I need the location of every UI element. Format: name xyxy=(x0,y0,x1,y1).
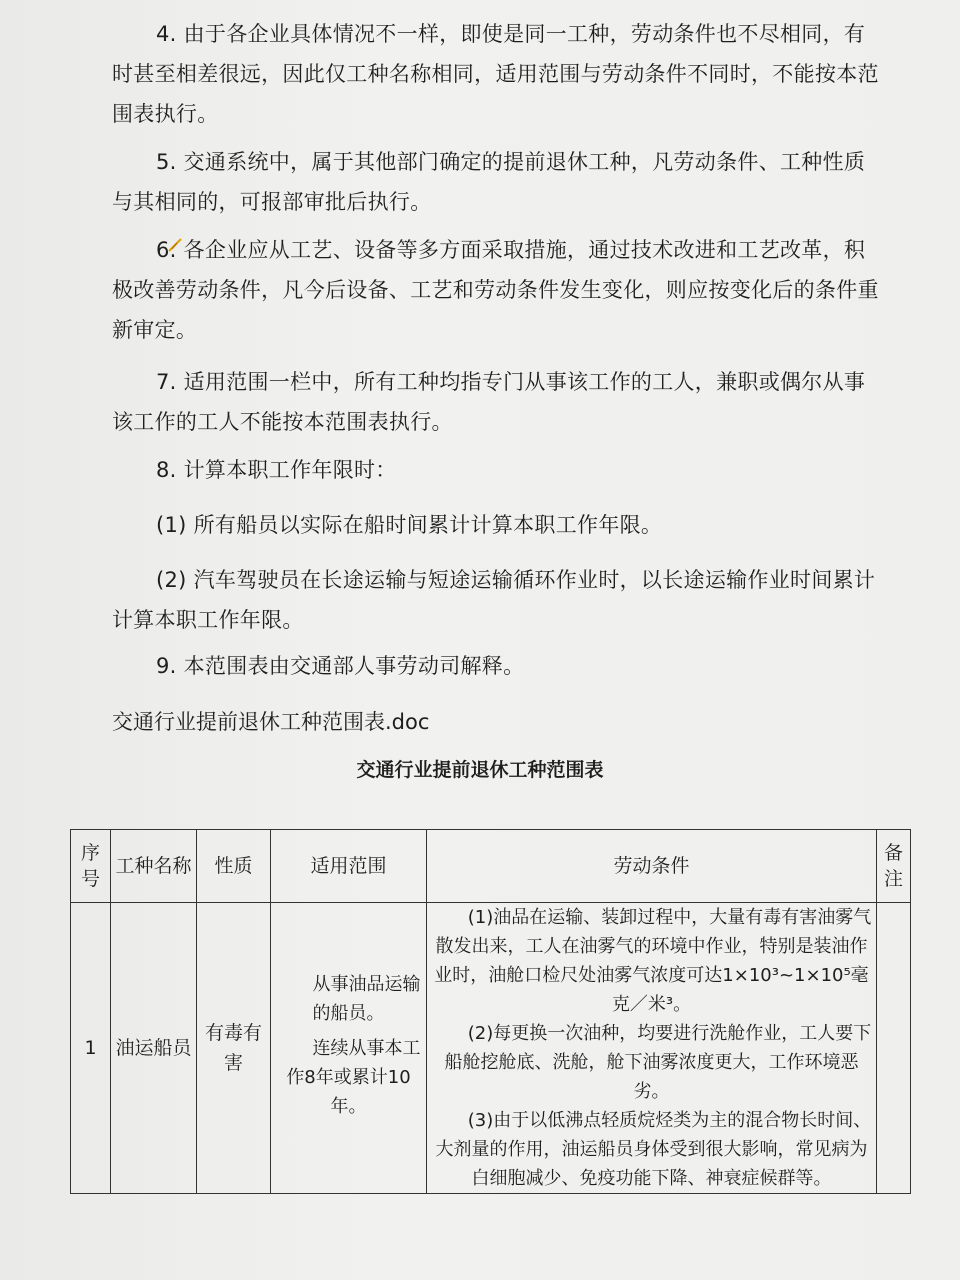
header-no: 序号 xyxy=(71,830,111,903)
condition-item: (2)每更换一次油种，均要进行洗舱作业，工人要下船舱挖舱底、洗舱，舱下油雾浓度更大，工作环境恶劣。 xyxy=(444,1023,872,1102)
cell-scope xyxy=(271,903,427,1194)
scope-line: 从事油品运输的船员。 xyxy=(312,973,421,1024)
header-conditions: 劳动条件 xyxy=(427,830,877,903)
header-note: 备注 xyxy=(877,830,911,903)
cell-nature: 有毒有害 xyxy=(197,903,271,1194)
condition-item: (3)由于以低沸点轻质烷烃类为主的混合物长时间、大剂量的作用，油运船员身体受到很大影响，常见病为白细胞减少、免疫功能下降、神衰症候群等。 xyxy=(435,1110,872,1189)
condition-item: (1)油品在运输、装卸过程中，大量有毒有害油雾气散发出来，工人在油雾气的环境中作业，特别是装油作业时，油舱口检尺处油雾气浓度可达1×10³~1×10⁵毫克／米³。 xyxy=(434,907,872,1015)
paragraph-4: 4. 由于各企业具体情况不一样，即使是同一工种，劳动条件也不尽相同，有时甚至相差很远，因此仅工种名称相同，适用范围与劳动条件不同时，不能按本范围表执行。 xyxy=(112,22,879,126)
header-scope: 适用范围 xyxy=(271,830,427,903)
cell-name: 油运船员 xyxy=(111,903,197,1194)
table-title: 交通行业提前退休工种范围表 xyxy=(356,759,604,781)
paragraph-8-2: (2) 汽车驾驶员在长途运输与短途运输循环作业时，以长途运输作业时间累计计算本职工作年限。 xyxy=(112,568,876,632)
cell-conditions xyxy=(427,903,877,1194)
paragraph-7: 7. 适用范围一栏中，所有工种均指专门从事该工作的工人，兼职或偶尔从事该工作的工人不能按本范围表执行。 xyxy=(112,370,866,434)
cell-note xyxy=(877,903,911,1194)
paragraph-5: 5. 交通系统中，属于其他部门确定的提前退休工种，凡劳动条件、工种性质与其相同的，可报部审批后执行。 xyxy=(112,150,866,214)
scope-line: 连续从事本工作8年或累计10年。 xyxy=(286,1037,421,1117)
paragraph-8: 8. 计算本职工作年限时： xyxy=(156,458,397,482)
table-header-row xyxy=(71,830,911,903)
attachment-filename: 交通行业提前退休工种范围表.doc xyxy=(112,710,430,734)
paragraph-8-1: (1) 所有船员以实际在船时间累计计算本职工作年限。 xyxy=(156,513,663,537)
paragraph-6: 6. 各企业应从工艺、设备等多方面采取措施，通过技术改进和工艺改革，积极改善劳动条件，凡今后设备、工艺和劳动条件发生变化，则应按变化后的条件重新审定。 xyxy=(112,238,879,342)
header-nature: 性质 xyxy=(197,830,271,903)
paragraph-9: 9. 本范围表由交通部人事劳动司解释。 xyxy=(156,654,525,678)
retirement-range-table xyxy=(70,829,911,1194)
table-row xyxy=(71,903,911,1194)
header-name: 工种名称 xyxy=(111,830,197,903)
cell-no: 1 xyxy=(71,903,111,1194)
